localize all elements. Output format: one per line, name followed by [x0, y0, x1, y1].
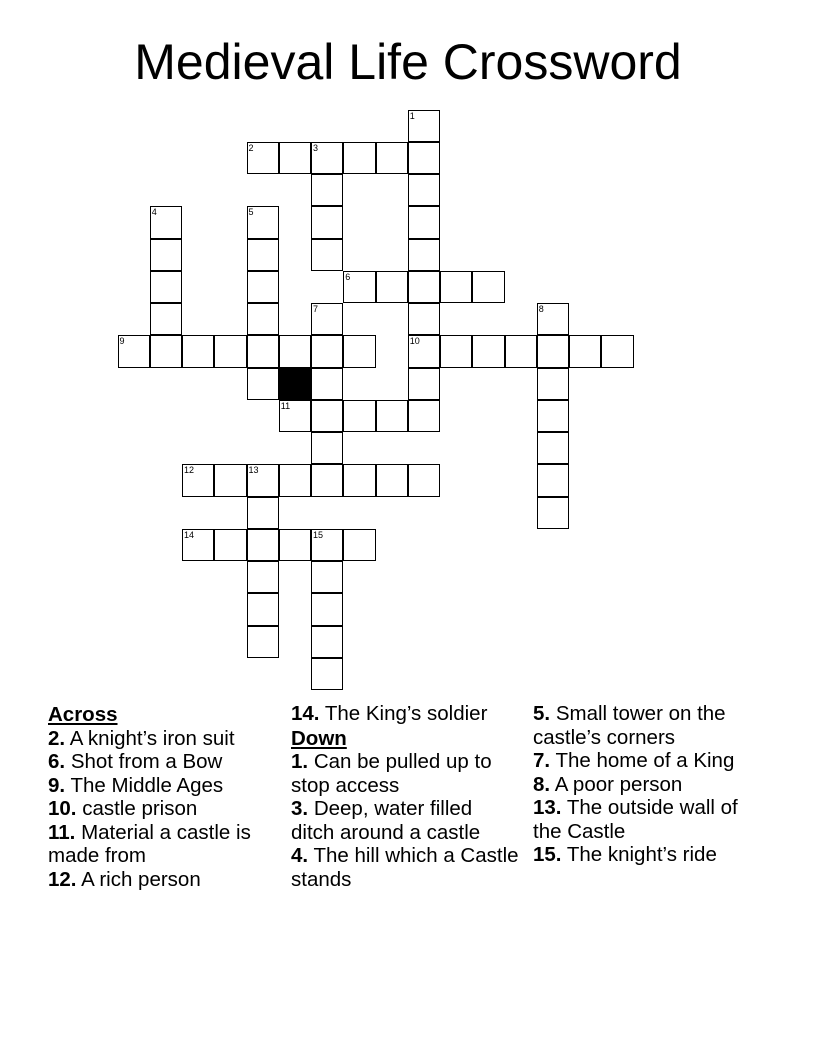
grid-cell[interactable] — [150, 303, 182, 335]
clue-number: 11. — [48, 820, 76, 844]
clue-number: 9. — [48, 773, 66, 797]
clue-text: The outside wall of the Castle — [533, 796, 738, 843]
grid-cell[interactable] — [279, 529, 311, 561]
grid-cell[interactable] — [440, 271, 472, 303]
grid-cell[interactable] — [150, 271, 182, 303]
grid-cell[interactable] — [279, 335, 311, 367]
grid-cell[interactable] — [408, 271, 440, 303]
clue-number-label: 8 — [538, 304, 544, 314]
grid-cell[interactable] — [408, 368, 440, 400]
grid-cell[interactable] — [247, 335, 279, 367]
clue-number-label: 2 — [248, 142, 254, 153]
clue-text: castle prison — [82, 797, 198, 820]
clue-number: 4. — [291, 844, 309, 867]
grid-cell[interactable] — [311, 174, 343, 206]
clue-number: 7. — [533, 749, 551, 772]
clue-text: The knight’s ride — [566, 843, 717, 866]
grid-cell[interactable] — [472, 271, 504, 303]
clue-number: 6. — [48, 750, 66, 773]
grid-cell[interactable] — [214, 529, 246, 561]
grid-cell[interactable] — [150, 239, 182, 271]
across-clue-9[interactable] — [48, 774, 278, 798]
clue-number: 2. — [48, 726, 66, 750]
clue-number-label: 3 — [313, 142, 319, 153]
clue-number-label: 9 — [119, 336, 125, 347]
clue-text: The home of a King — [555, 749, 735, 772]
down-clue-7[interactable] — [533, 749, 763, 773]
grid-cell[interactable] — [408, 110, 440, 142]
clue-number: 14. — [291, 702, 320, 725]
grid-cell[interactable] — [311, 593, 343, 625]
grid-cell[interactable] — [343, 142, 375, 174]
grid-cell[interactable] — [247, 626, 279, 658]
grid-cell[interactable] — [214, 464, 246, 496]
grid-cell[interactable] — [311, 464, 343, 496]
across-clue-10[interactable] — [48, 797, 278, 821]
clue-number-label: 14 — [184, 529, 195, 540]
grid-cell[interactable] — [182, 529, 214, 561]
clue-text: Shot from a Bow — [70, 750, 223, 773]
grid-cell[interactable] — [247, 464, 279, 496]
grid-cell[interactable] — [408, 239, 440, 271]
grid-cell[interactable] — [408, 335, 440, 367]
grid-cell[interactable] — [279, 400, 311, 432]
clue-text: The Middle Ages — [70, 773, 224, 797]
grid-cell[interactable] — [311, 239, 343, 271]
clue-number: 10. — [48, 797, 77, 820]
grid-cell[interactable] — [440, 335, 472, 367]
page-title: Medieval Life Crossword — [134, 34, 682, 90]
clues-column-2 — [291, 702, 521, 891]
grid-cell[interactable] — [343, 529, 375, 561]
clue-number-label: 11 — [280, 400, 291, 411]
grid-cell[interactable] — [247, 142, 279, 174]
grid-cell[interactable] — [247, 593, 279, 625]
clue-number: 1. — [291, 750, 309, 773]
down-clue-1[interactable] — [291, 750, 521, 797]
clue-number: 5. — [533, 702, 551, 725]
grid-cell[interactable] — [537, 303, 569, 335]
grid-cell[interactable] — [408, 303, 440, 335]
grid-cell[interactable] — [247, 271, 279, 303]
clue-number-label: 7 — [313, 304, 319, 314]
across-heading: Across — [48, 703, 118, 726]
clue-text: The hill which a Castle stands — [291, 844, 519, 891]
down-clue-4[interactable] — [291, 844, 521, 891]
across-clue-2[interactable] — [48, 727, 278, 751]
grid-cell[interactable] — [343, 335, 375, 367]
clue-text: Deep, water filled ditch around a castle — [291, 797, 481, 844]
grid-cell[interactable] — [182, 464, 214, 496]
grid-cell[interactable] — [247, 529, 279, 561]
across-clue-6[interactable] — [48, 750, 278, 774]
grid-cell[interactable] — [150, 206, 182, 238]
grid-cell[interactable] — [247, 303, 279, 335]
clue-number: 12. — [48, 867, 77, 891]
black-square — [279, 368, 311, 400]
grid-cell[interactable] — [408, 142, 440, 174]
grid-cell[interactable] — [279, 464, 311, 496]
clue-number: 13. — [533, 796, 562, 819]
grid-cell[interactable] — [537, 335, 569, 367]
grid-cell[interactable] — [408, 174, 440, 206]
grid-cell[interactable] — [311, 626, 343, 658]
grid-cell[interactable] — [311, 206, 343, 238]
clue-number-label: 13 — [248, 465, 259, 476]
grid-cell[interactable] — [376, 142, 408, 174]
clue-number-label: 15 — [313, 529, 324, 540]
clue-text: Small tower on the castle’s corners — [533, 702, 726, 749]
grid-cell[interactable] — [311, 529, 343, 561]
grid-cell[interactable] — [311, 658, 343, 690]
clue-number: 8. — [533, 772, 551, 796]
clues-column-3 — [533, 702, 763, 867]
grid-cell[interactable] — [182, 335, 214, 367]
down-heading: Down — [291, 726, 347, 750]
clue-text: A rich person — [81, 867, 201, 891]
grid-cell[interactable] — [376, 400, 408, 432]
grid-cell[interactable] — [311, 400, 343, 432]
grid-cell[interactable] — [537, 368, 569, 400]
clue-number-label: 5 — [248, 207, 254, 218]
grid-cell[interactable] — [569, 335, 601, 367]
down-clue-15[interactable] — [533, 843, 763, 867]
grid-cell[interactable] — [247, 497, 279, 529]
grid-cell[interactable] — [279, 142, 311, 174]
grid-cell[interactable] — [311, 432, 343, 464]
clue-text: Can be pulled up to stop access — [291, 750, 492, 797]
grid-cell[interactable] — [311, 303, 343, 335]
grid-cell[interactable] — [311, 142, 343, 174]
clue-number-label: 12 — [184, 465, 195, 476]
grid-cell[interactable] — [601, 335, 633, 367]
grid-cell[interactable] — [343, 400, 375, 432]
clue-text: A poor person — [554, 772, 683, 796]
clue-number: 15. — [533, 843, 562, 866]
grid-cell[interactable] — [311, 368, 343, 400]
grid-cell[interactable] — [247, 368, 279, 400]
grid-cell[interactable] — [408, 464, 440, 496]
grid-cell[interactable] — [376, 464, 408, 496]
grid-cell[interactable] — [472, 335, 504, 367]
clue-number-label: 4 — [151, 207, 157, 218]
clues-column-1 — [48, 702, 278, 891]
grid-cell[interactable] — [537, 400, 569, 432]
grid-cell[interactable] — [150, 335, 182, 367]
grid-cell[interactable] — [343, 464, 375, 496]
grid-cell[interactable] — [311, 335, 343, 367]
grid-cell[interactable] — [247, 239, 279, 271]
grid-cell[interactable] — [408, 400, 440, 432]
down-clue-13[interactable] — [533, 796, 763, 843]
across-clue-12[interactable] — [48, 868, 278, 892]
across-clue-11[interactable] — [48, 821, 278, 868]
grid-cell[interactable] — [376, 271, 408, 303]
across-clue-14[interactable] — [291, 702, 521, 726]
grid-cell[interactable] — [247, 206, 279, 238]
clue-number: 3. — [291, 797, 309, 820]
clue-text: The King’s soldier — [324, 702, 488, 725]
clue-number-label: 10 — [409, 336, 420, 347]
grid-cell[interactable] — [343, 271, 375, 303]
down-clue-5[interactable] — [533, 702, 763, 749]
grid-cell[interactable] — [537, 464, 569, 496]
grid-cell[interactable] — [118, 335, 150, 367]
grid-cell[interactable] — [247, 561, 279, 593]
clue-number-label: 6 — [345, 271, 351, 282]
down-clue-8[interactable] — [533, 773, 763, 797]
grid-cell[interactable] — [214, 335, 246, 367]
clue-number-label: 1 — [409, 110, 415, 121]
clue-text: Material a castle is made from — [48, 820, 251, 867]
grid-cell[interactable] — [537, 497, 569, 529]
clue-text: A knight’s iron suit — [69, 726, 235, 750]
grid-cell[interactable] — [408, 206, 440, 238]
down-clue-3[interactable] — [291, 797, 521, 844]
grid-cell[interactable] — [311, 561, 343, 593]
grid-cell[interactable] — [505, 335, 537, 367]
grid-cell[interactable] — [537, 432, 569, 464]
